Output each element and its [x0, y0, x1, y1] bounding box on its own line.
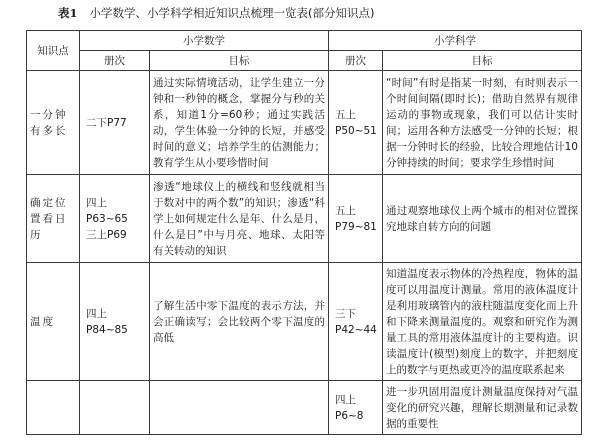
table-caption [58, 3, 578, 23]
sci-volume-cell: 三下 P42~44 [329, 263, 383, 381]
topic-cell: 确定位置看日历 [27, 175, 80, 263]
header-row-columns [27, 51, 582, 71]
table-number: 表1 [58, 6, 78, 20]
knowledge-table [26, 30, 582, 435]
header-math: 小学数学 [80, 31, 329, 51]
sci-goal-cell: “时间”有时是指某一时刻，有时则表示一个时间间隔(即时长)；借助自然界有规律运动的事物或现象，我们可以估计实时间；运用各种方法感受一分钟的长短；根据一分钟时长的经验，比较合理地估计10分钟持续的时间；要求学生珍惜时间 [383, 71, 582, 175]
topic-cell: 一分钟有多长 [27, 71, 80, 175]
sci-volume-cell: 五上 P79~81 [329, 175, 383, 263]
table-title: 小学数学、小学科学相近知识点梳理一览表(部分知识点) [89, 6, 375, 20]
header-science: 小学科学 [329, 31, 582, 51]
header-sci-goal: 目标 [383, 51, 582, 71]
sci-volume-cell: 四上 P6~8 [329, 381, 383, 435]
table-row [27, 175, 582, 263]
header-math-volume: 册次 [80, 51, 150, 71]
math-volume-cell [80, 381, 150, 435]
math-goal-cell: 了解生活中零下温度的表示方法，并会正确读写；会比较两个零下温度的高低 [150, 263, 329, 381]
math-goal-cell: 通过实际情境活动，让学生建立一分钟和一秒钟的概念，掌握分与秒的关系，知道1分=60秒；通过实践活动，学生体验一分钟的长短，并感受时间的意义；培养学生的估测能力；教育学生从小要珍惜时间 [150, 71, 329, 175]
topic-cell: 温度 [27, 263, 80, 381]
header-sci-volume: 册次 [329, 51, 383, 71]
header-row-subjects [27, 31, 582, 51]
sci-goal-cell: 通过观察地球仪上两个城市的相对位置探究地球自转方向的问题 [383, 175, 582, 263]
sci-volume-cell: 五上 P50~51 [329, 71, 383, 175]
math-goal-cell: 渗透“地球仪上的横线和竖线就相当于数对中的两个数”的知识；渗透“科学上如何规定什么是年、什么是月，什么是日”中与月亮、地球、太阳等有关转动的知识 [150, 175, 329, 263]
header-topic: 知识点 [27, 31, 80, 71]
math-goal-cell [150, 381, 329, 435]
topic-cell [27, 381, 80, 435]
math-volume-cell: 二下P77 [80, 71, 150, 175]
table-row [27, 263, 582, 381]
table-row [27, 381, 582, 435]
table-row [27, 71, 582, 175]
header-math-goal: 目标 [150, 51, 329, 71]
math-volume-cell: 四上 P84~85 [80, 263, 150, 381]
math-volume-cell: 四上 P63~65 三上P69 [80, 175, 150, 263]
sci-goal-cell: 进一步巩固用温度计测量温度保持对气温变化的研究兴趣，理解长期测量和记录数据的重要性 [383, 381, 582, 435]
sci-goal-cell: 知道温度表示物体的冷热程度，物体的温度可以用温度计测量。常用的液体温度计是利用玻璃管内的液柱随温度变化而上升和下降来测量温度的。观察和研究作为测量工具的常用液体温度计的主要构造。识读温度计(模型)刻度上的数字，并把刻度上的数字与更热或更冷的温度联系起来 [383, 263, 582, 381]
